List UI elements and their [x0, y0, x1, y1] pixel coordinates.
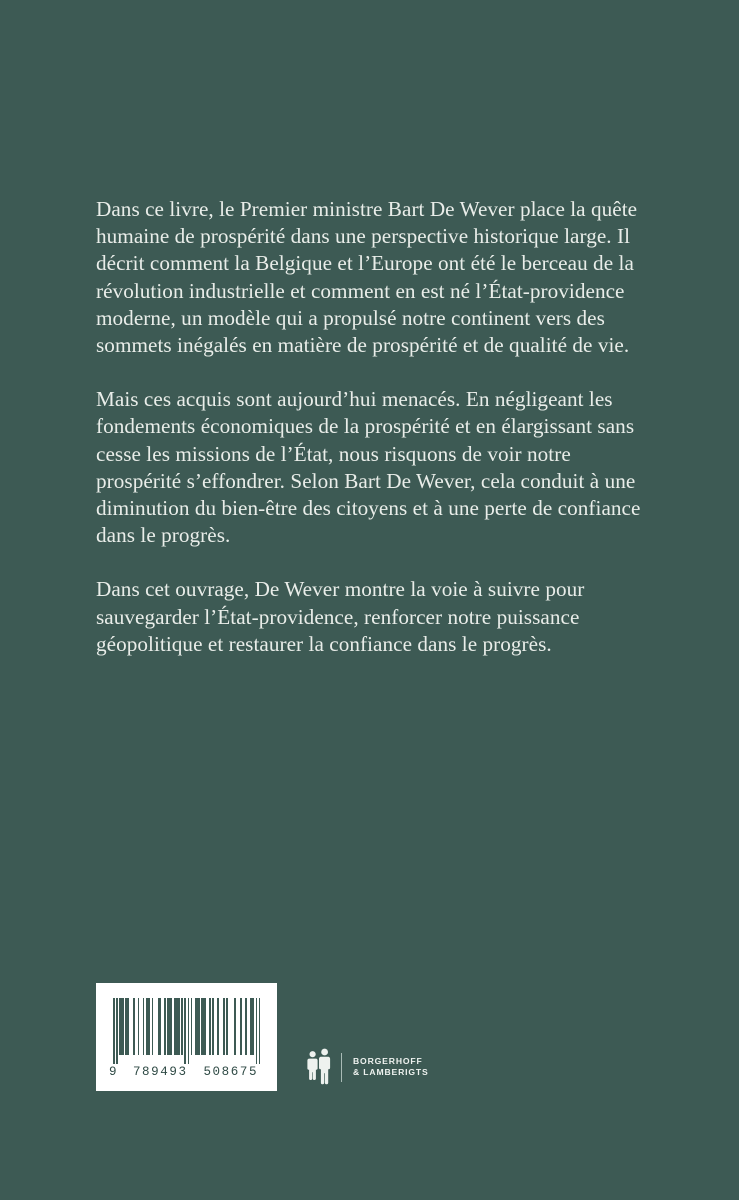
isbn-barcode [96, 983, 277, 1091]
publisher-name-line-1: BORGERHOFF [353, 1055, 423, 1066]
barcode-digit-prefix: 9 [109, 1064, 119, 1079]
two-figures-icon [305, 1048, 335, 1086]
barcode-digits [108, 1063, 266, 1080]
publisher-name-line-2: & LAMBERIGTS [353, 1067, 429, 1077]
publisher-logo [305, 1046, 429, 1088]
blurb-paragraph-2: Mais ces acquis sont aujourd’hui menacés. En négligeant les fondements économiques de la prospérité et en élargissant sans cesse les missions de l’État, nous risquons de voir notre prospérité s’effondrer. Selon Bart De Wever, cela conduit à une diminution du bien-être des citoyens et à une perte de confiance dans le progrès. [96, 387, 641, 548]
publisher-divider [341, 1053, 342, 1082]
publisher-name [353, 1056, 429, 1079]
barcode-digit-group-right: 508675 [203, 1064, 259, 1079]
barcode-digit-group-left: 789493 [132, 1064, 188, 1079]
barcode-icon [113, 998, 261, 1064]
blurb-paragraph-3: Dans cet ouvrage, De Wever montre la voie à suivre pour sauvegarder l’État-providence, renforcer notre puissance géopolitique et restaurer la confiance dans le progrès. [96, 577, 585, 656]
blurb-text-block [96, 196, 642, 658]
blurb-paragraph-1: Dans ce livre, le Premier ministre Bart De Wever place la quête humaine de prospérité dans une perspective historique large. Il décrit comment la Belgique et l’Europe ont été le berceau de la révolution industrielle et comment en est né l’État-providence moderne, un modèle qui a propulsé notre continent vers des sommets inégalés en matière de prospérité et de qualité de vie. [96, 197, 638, 358]
